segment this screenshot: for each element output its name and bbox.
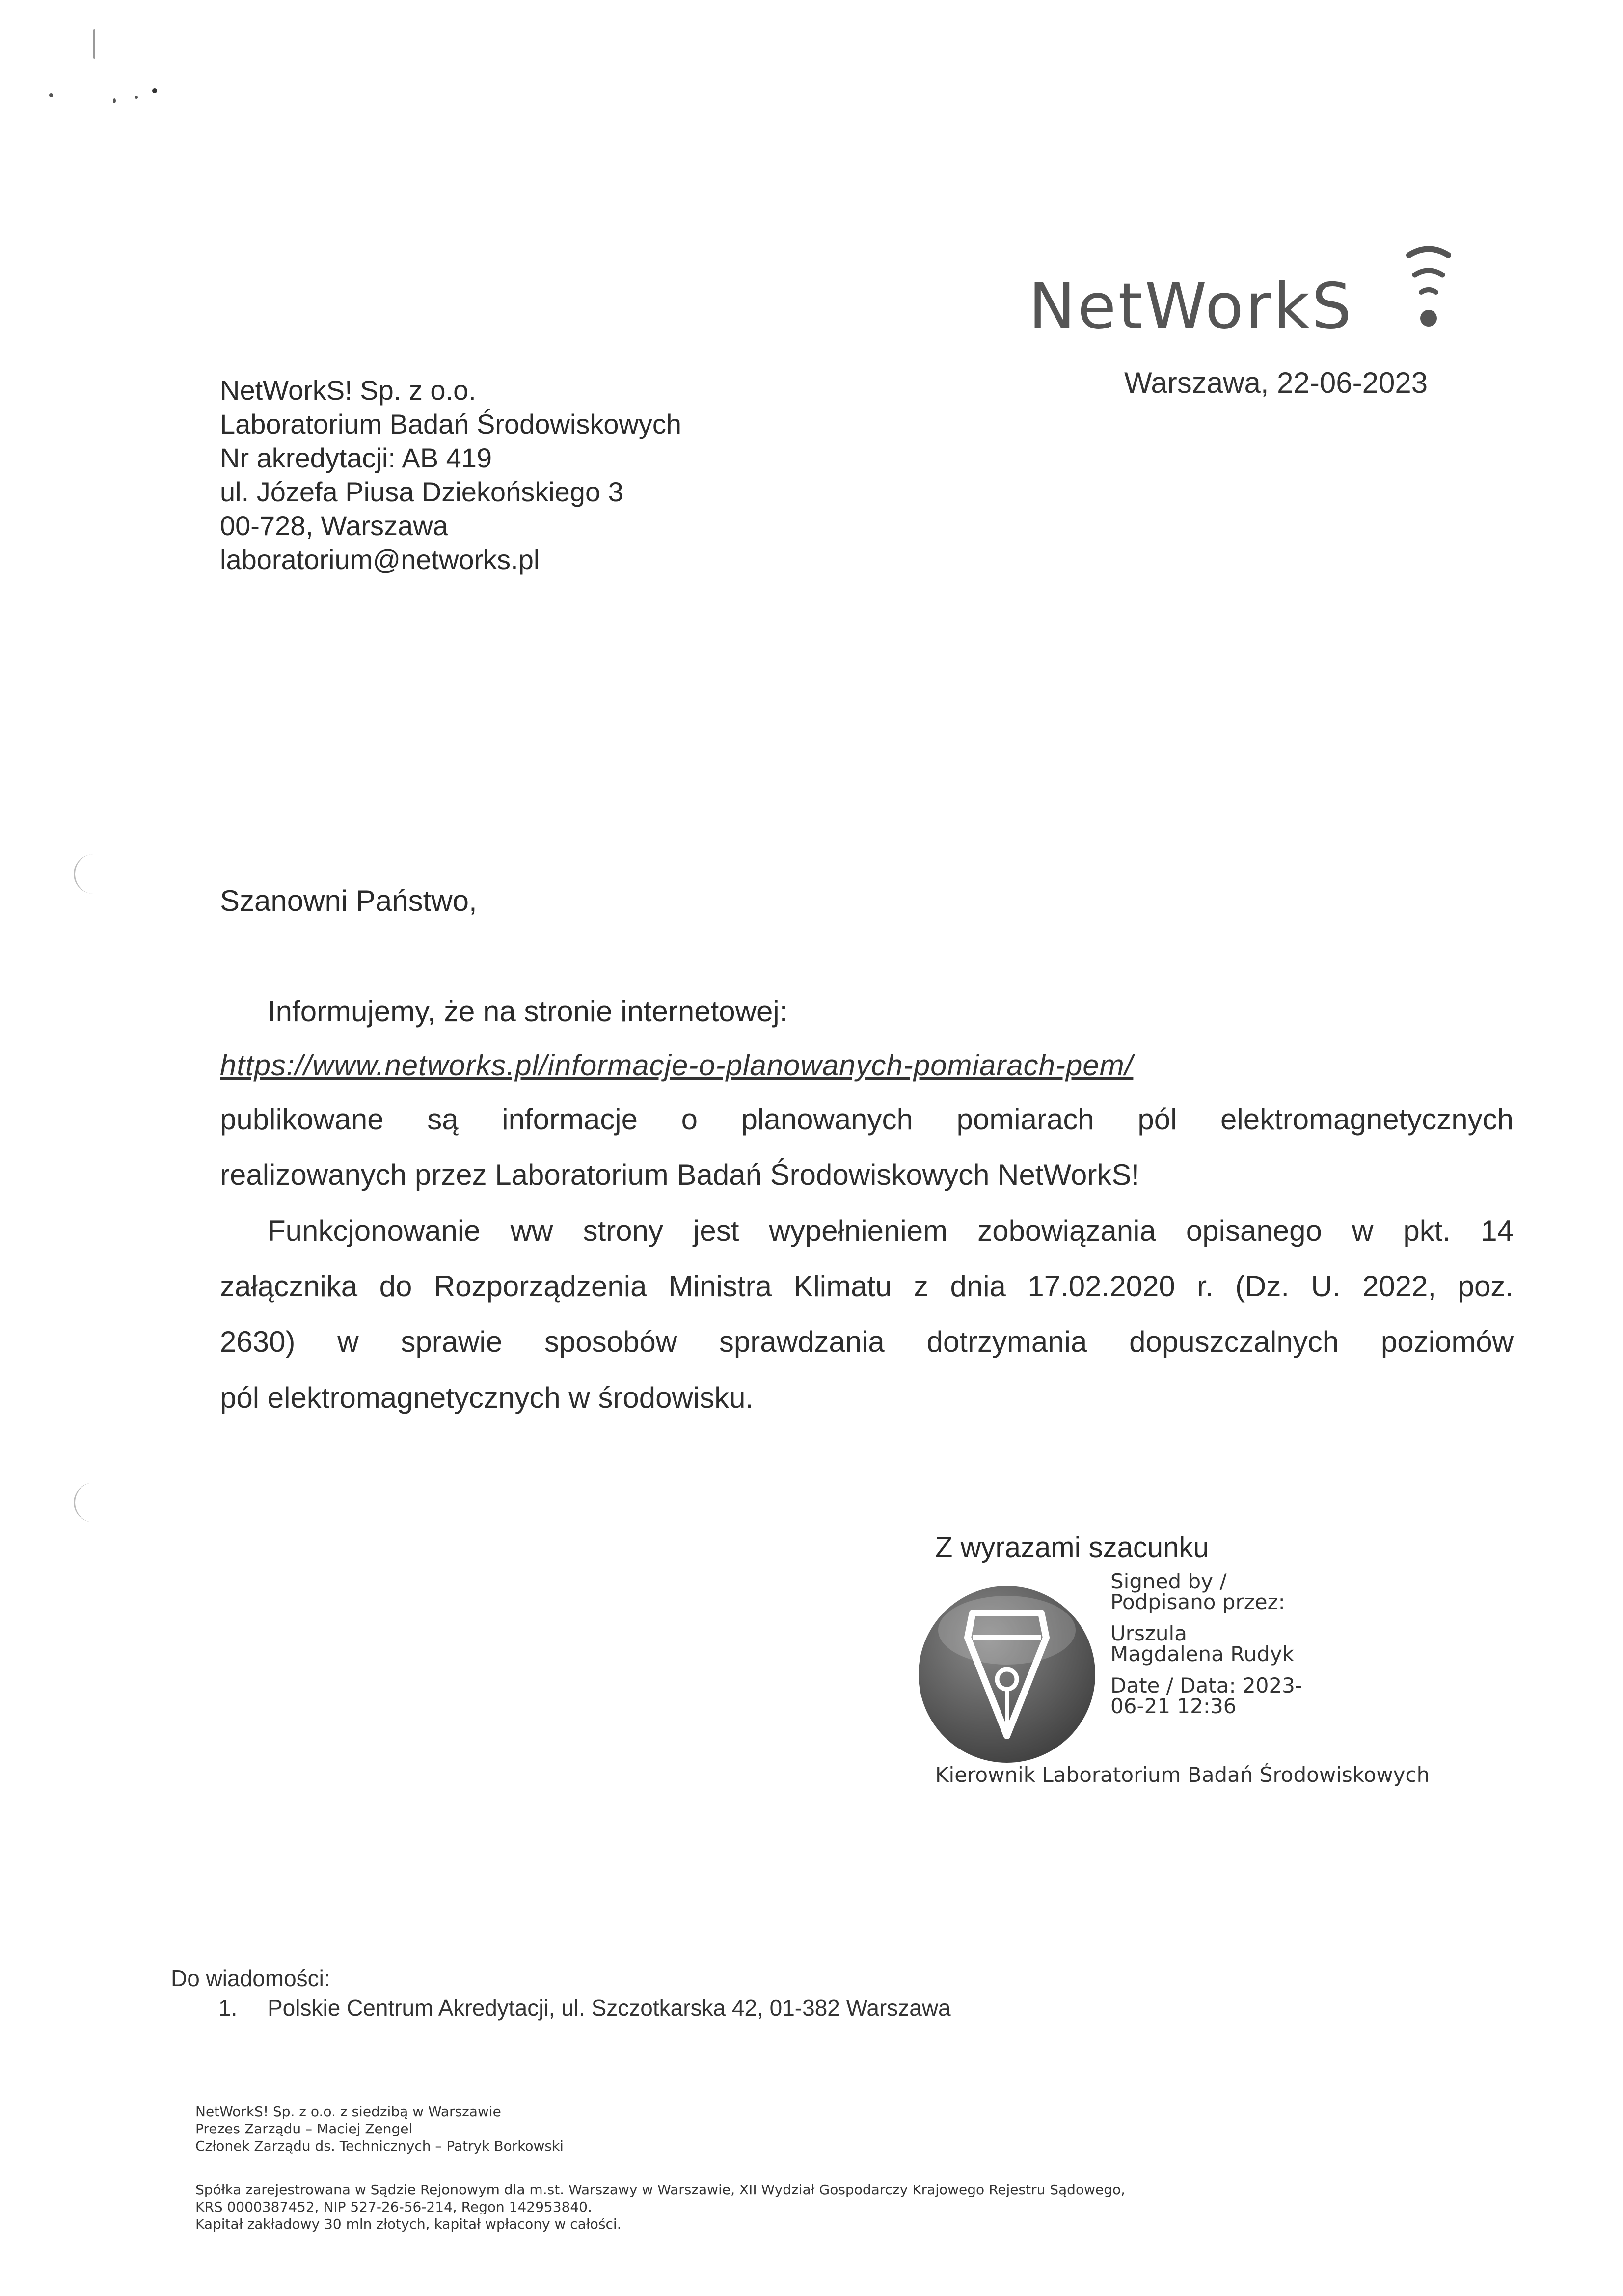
scan-artifact	[74, 1483, 95, 1522]
paragraph-line: realizowanych przez Laboratorium Badań Środowiskowych NetWorkS!	[220, 1158, 1140, 1191]
footer-registration-info: Spółka zarejestrowana w Sądzie Rejonowym dla m.st. Warszawy w Warszawie, XII Wydział Gospodarczy Krajowego Rejestru Sądowego, KRS 0000387452, NIP 527-26-56-214, Regon 142953840. Kapitał zakładowy 30 mln złotych, kapitał wpłacony w całości.	[195, 2182, 1126, 2232]
sender-address	[220, 373, 681, 576]
scan-speck	[113, 98, 116, 103]
scan-artifact	[74, 854, 95, 894]
cc-item: 1. Polskie Centrum Akredytacji, ul. Szczotkarska 42, 01-382 Warszawa	[218, 1995, 951, 2021]
signer-role: Kierownik Laboratorium Badań Środowiskowych	[935, 1763, 1430, 1787]
paragraph-line: 2630) w sprawie sposobów sprawdzania dotrzymania dopuszczalnych poziomów	[220, 1325, 1514, 1358]
scan-speck	[135, 96, 138, 99]
sender-accreditation: Nr akredytacji: AB 419	[220, 442, 492, 473]
sender-street: ul. Józefa Piusa Dziekońskiego 3	[220, 476, 623, 507]
closing: Z wyrazami szacunku	[935, 1531, 1209, 1563]
sender-lab: Laboratorium Badań Środowiskowych	[220, 409, 682, 439]
digital-signature: Signed by / Podpisano przez: Urszula Magdalena Rudyk Date / Data: 2023- 06-21 12:36	[1110, 1569, 1303, 1718]
footer-company-info: NetWorkS! Sp. z o.o. z siedzibą w Warszawie Prezes Zarządu – Maciej Zengel Członek Zarządu ds. Technicznych – Patryk Borkowski	[195, 2104, 564, 2154]
date-line: Warszawa, 22-06-2023	[1124, 366, 1428, 399]
paragraph-line: załącznika do Rozporządzenia Ministra Klimatu z dnia 17.02.2020 r. (Dz. U. 2022, poz.	[220, 1270, 1514, 1303]
greeting: Szanowni Państwo,	[220, 884, 477, 917]
scan-speck	[152, 88, 157, 93]
paragraph-line: Funkcjonowanie ww strony jest wypełnieniem zobowiązania opisanego w pkt. 14	[268, 1214, 1514, 1247]
cc-header: Do wiadomości:	[171, 1966, 330, 1991]
wifi-icon	[1404, 241, 1453, 339]
pen-nib-icon	[916, 1584, 1098, 1765]
paragraph-line: publikowane są informacje o planowanych pomiarach pól elektromagnetycznych	[220, 1103, 1514, 1136]
company-logo	[1028, 270, 1451, 344]
sender-company: NetWorkS! Sp. z o.o.	[220, 375, 476, 406]
scan-speck	[49, 93, 53, 97]
intro-text: Informujemy, że na stronie internetowej:	[268, 995, 788, 1028]
sender-city: 00-728, Warszawa	[220, 510, 448, 541]
paragraph-line: pól elektromagnetycznych w środowisku.	[220, 1381, 754, 1414]
website-link[interactable]: https://www.networks.pl/informacje-o-planowanych-pomiarach-pem/	[220, 1049, 1134, 1082]
logo-text: NetWorkS	[1028, 270, 1354, 343]
scan-speck	[93, 29, 95, 59]
sender-email: laboratorium@networks.pl	[220, 544, 540, 575]
